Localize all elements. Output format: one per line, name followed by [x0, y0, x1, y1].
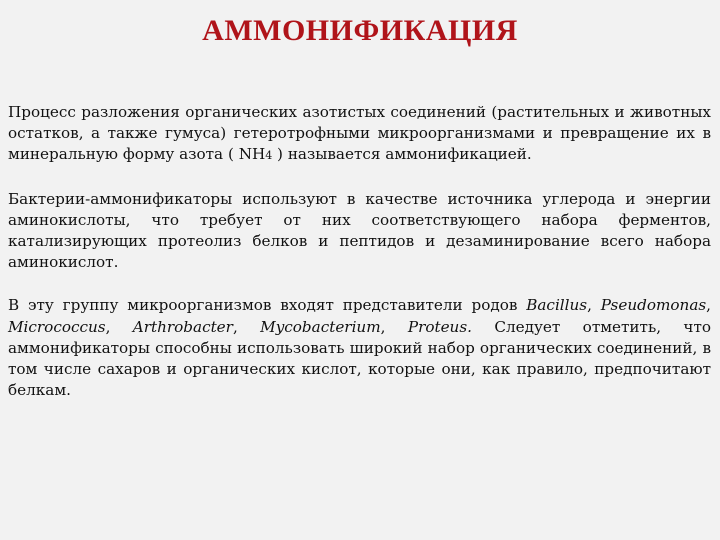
genus-name: Pseudomonas: [600, 296, 707, 315]
page-title: АММОНИФИКАЦИЯ: [202, 14, 518, 47]
paragraph-genera-rest: Следует отметить, что аммонификаторы способны использовать широкий набор органических соединений, в том числе сахаров и органических кислот, которые они, как правило, предпочитают белкам.: [8, 317, 712, 400]
period: .: [467, 317, 472, 336]
separator: ,: [105, 317, 133, 336]
genus-name: Mycobacterium: [260, 317, 381, 336]
separator: ,: [380, 317, 408, 336]
separator: ,: [232, 317, 261, 336]
paragraph-enzymes: Бактерии-аммонификаторы используют в качестве источника углерода и энергии аминокислоты, что требует от них соответствующего набора ферментов, катализирующих протеолиз белков и пептидов и дезаминирование всего набора аминокислот.: [8, 189, 711, 272]
slide-body: [8, 102, 711, 423]
genus-name: Proteus: [407, 317, 468, 336]
paragraph-definition-text: Процесс разложения органических азотистых соединений (растительных и животных остатков, а также гумуса) гетеротрофными микроорганизмами и превращение их в минеральную форму азота ( NH: [8, 103, 711, 164]
formula-index: 4: [265, 149, 273, 163]
separator: ,: [587, 296, 601, 315]
separator: ,: [706, 296, 711, 315]
paragraph-definition-ending: ) называется аммонификацией.: [272, 145, 532, 164]
genus-name: Bacillus: [526, 296, 588, 315]
genus-name: Micrococcus: [8, 317, 106, 336]
paragraph-genera: [8, 295, 711, 401]
paragraph-genera-intro: В эту группу микроорганизмов входят представители родов: [8, 296, 527, 315]
genus-name: Arthrobacter: [132, 317, 233, 336]
paragraph-definition: [8, 102, 711, 167]
